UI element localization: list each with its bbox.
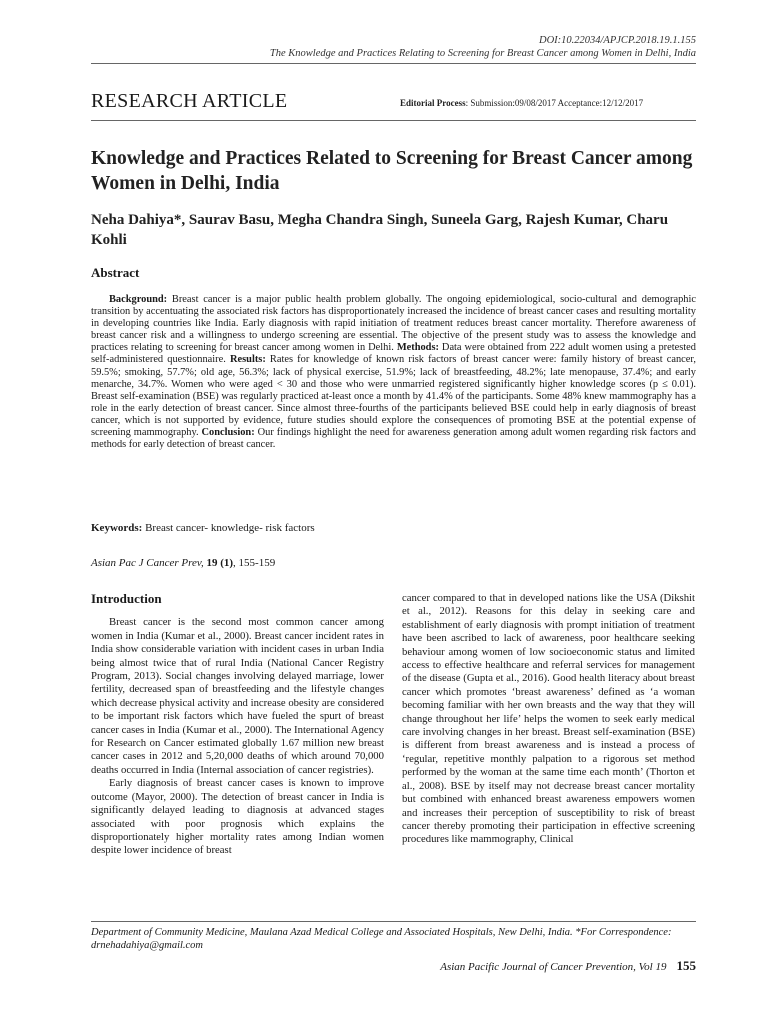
keywords-label: Keywords:: [91, 522, 143, 534]
introduction-heading: Introduction: [91, 591, 162, 606]
editorial-label: Editorial Process: [400, 98, 466, 108]
results-text: Rates for knowledge of known risk factors of breast cancer were: family history of breast cancer, 59.5%; smoking, 57.7%; old age, 56.3%; lack of physical exercise, 51.9%; lack of breastfeeding, 48.2%; late menopause, 37.4%; and early menarche, 34.7%. Women who were aged < 30 and those who were unmarried registered significantly higher knowledge scores (p ≤ 0.01). Breast self-examination (BSE) was regularly practiced at-least once a month by 41.4% of the participants. Some 48% knew mammography has a role in the early detection of breast cancer. Since almost three-fourths of the participants believed BSE could help in early diagnosis of breast cancer, which is not supported by evidence, future studies should explore the consequences of promoting BSE at the potential expense of screening mammography.: [91, 354, 697, 439]
methods-label: Methods:: [396, 342, 439, 354]
footer-journal: Asian Pacific Journal of Cancer Prevention, Vol 19: [440, 961, 667, 973]
title-rule: [91, 120, 696, 121]
body-column-left: [91, 592, 384, 858]
keywords-text: Breast cancer- knowledge- risk factors: [142, 522, 315, 534]
citation-pages: , 155-159: [233, 557, 276, 569]
editorial-dates: : Submission:09/08/2017 Acceptance:12/12/2017: [465, 98, 644, 108]
background-text: Breast cancer is a major public health problem globally. The ongoing epidemiological, socio-cultural and demographic transition by accentuating the associated risk factors has disproportionately increased the incidence of breast cancer cases and resulting mortality in developing countries like India. Early diagnosis with rapid initiation of treatment reduces breast cancer mortality. Therefore awareness of breast cancer risk and a willingness to undergo screening are essential. The objective of the present study was to assess the knowledge and practices relating to screening for breast cancer among women in Delhi.: [91, 294, 696, 354]
conclusion-text: Our findings highlight the need for awareness generation among adult women regarding risk factors and methods for early detection of breast cancer.: [91, 427, 696, 451]
citation-journal: Asian Pac J Cancer Prev,: [91, 557, 204, 569]
citation-volume: 19 (1): [203, 557, 234, 569]
footnote-rule: [91, 921, 696, 922]
intro-paragraph: cancer compared to that in developed nations like the USA (Dikshit et al., 2012). Reasons for this delay in seeking care and establishment of early diagnosis with prompt initiation of treatment have been ascribed to lack of awareness, poor healthcare seeking behaviour among women of low socioeconomic status and limited access to effective healthcare and referral services for management of the disease (Gupta et al., 2016). Good health literacy about breast cancer which promotes ‘breast awareness’ defined as ‘a woman becoming familiar with her own breasts and the way that they will change throughout her life’ helps the women to seek early medical care involving changes in her breast. Breast self-examination (BSE) is different from breast awareness and is instead a process of ‘regular, repetitive monthly palpation to a rigorous set method performed by the woman at the same time each month’ (Thorton et al., 2008). BSE by itself may not decrease breast cancer mortality but combined with enhanced breast awareness empowers women and increases their perception of susceptibility to risk of breast cancer thereby promoting their participation in effective screening procedures like mammography, Clinical: [402, 592, 695, 846]
doi: DOI:10.22034/APJCP.2018.19.1.155: [538, 35, 696, 46]
citation: [91, 557, 275, 569]
intro-paragraph: Breast cancer is the second most common cancer among women in India (Kumar et al., 2000). Breast cancer incident rates in India show considerable variation with incident cases in urban India being almost twice that of rural India (National Cancer Registry Program, 2013). Social changes involving delayed marriage, lower fertility, decreased span of breastfeeding and the lifestyle changes which decrease physical activity and increase obesity are considered to be important risk factors which have fueled the spurt of breast cancer cases in India (Kumar et al., 2000). The International Agency for Research on Cancer estimated globally 1.67 million new breast cancer cases in 2012 and 5,20,000 deaths of which around 70,000 deaths occurred in India (Internal association of cancer registries).: [91, 616, 384, 776]
author-list: Neha Dahiya*, Saurav Basu, Megha Chandra Singh, Suneela Garg, Rajesh Kumar, Charu Kohli: [91, 212, 669, 248]
affiliation-footnote: Department of Community Medicine, Maulana Azad Medical College and Associated Hospitals, New Delhi, India. *For Correspondence: drnehadahiya@gmail.com: [91, 927, 672, 951]
abstract-heading: Abstract: [91, 265, 140, 280]
running-title: The Knowledge and Practices Relating to Screening for Breast Cancer among Women in Delhi, India: [269, 48, 696, 59]
page-number: 155: [676, 958, 696, 973]
article-title: Knowledge and Practices Related to Screening for Breast Cancer among Women in Delhi, India: [91, 148, 693, 194]
abstract-body: [91, 294, 696, 451]
results-label: Results:: [230, 354, 266, 366]
intro-paragraph: Early diagnosis of breast cancer cases is known to improve outcome (Mayor, 2000). The detection of breast cancer in India is significantly delayed leading to diagnosis at advanced stages associated with poor prognosis which explains the disproportionately higher mortality rates among Indian women despite lower incidence of breast: [91, 777, 384, 857]
page-footer: [440, 958, 696, 974]
background-label: Background:: [109, 294, 168, 305]
keywords: [91, 522, 315, 534]
body-column-right: [402, 592, 695, 847]
editorial-process: [400, 98, 643, 108]
conclusion-label: Conclusion:: [201, 427, 255, 439]
methods-text: Data were obtained from 222 adult women using a pretested self-administered questionnaire.: [91, 342, 696, 366]
header-rule: [91, 63, 696, 64]
article-type: RESEARCH ARTICLE: [91, 90, 288, 112]
